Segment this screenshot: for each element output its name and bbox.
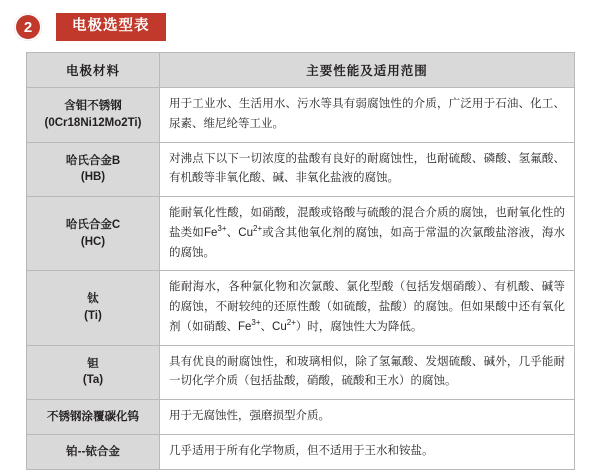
material-name-line1: 含钼不锈钢 [64,100,122,113]
electrode-selection-table-wrapper [26,52,574,470]
table-row [27,400,575,435]
column-header-material: 电极材料 [27,53,160,88]
table-body [27,88,575,470]
table-row [27,88,575,143]
material-name-line2: (HB) [80,171,106,184]
cell-material [27,197,160,271]
material-name-line1: 钽 [87,357,99,370]
description-superscript: 2+ [286,318,296,328]
table-row [27,434,575,469]
material-name-line2: (HC) [80,235,106,248]
cell-material [27,271,160,345]
description-superscript: 3+ [217,224,227,233]
description-part: 能耐氧化性酸，如硝酸，混酸或铬酸与硫酸的混合介质的腐蚀，也耐氧化性的盐类如Fe [169,207,565,239]
cell-material [27,88,160,143]
material-name-line1: 铂--铱合金 [66,445,120,458]
material-name-line1: 钛 [87,293,99,306]
cell-material [27,345,160,400]
cell-description [160,197,575,271]
page-title: 电极选型表 [56,13,166,41]
section-number-badge: 2 [14,13,42,41]
material-name-line1: 不锈钢涂覆碳化钨 [47,410,139,423]
electrode-selection-table [26,52,575,470]
description-part: 、Cu [260,320,287,333]
page-header [0,0,600,42]
description-part: 、Cu [226,226,253,239]
cell-description: 几乎适用于所有化学物质，但不适用于王水和铵盐。 [160,434,575,469]
table-row [27,271,575,345]
cell-material [27,400,160,435]
cell-description: 用于无腐蚀性，强磨损型介质。 [160,400,575,435]
cell-material [27,142,160,197]
cell-description: 用于工业水、生活用水、污水等具有弱腐蚀性的介质，广泛用于石油、化工、尿素、维尼纶等工业。 [160,88,575,143]
description-part: 能耐海水，各种氯化物和次氯酸、氯化型酸（包括发烟硝酸）、有机酸、碱等的腐蚀，不耐较纯的还原性酸（如硫酸，盐酸）的腐蚀。但如果酸中还有氧化剂（如硝酸、Fe [169,281,565,333]
table-row [27,142,575,197]
table-row [27,345,575,400]
description-superscript: 3+ [251,318,261,328]
cell-description: 具有优良的耐腐蚀性，和玻璃相似，除了氢氟酸、发烟硫酸、碱外，几乎能耐一切化学介质（包括盐酸，硝酸，硫酸和王水）的腐蚀。 [160,345,575,400]
cell-description: 对沸点下以下一切浓度的盐酸有良好的耐腐蚀性，也耐硫酸、磷酸、氢氟酸、有机酸等非氧化酸、碱、非氧化盐液的腐蚀。 [160,142,575,197]
material-name-line2: (Ti) [84,310,102,322]
table-row [27,197,575,271]
material-name-line1: 哈氏合金C [65,219,121,232]
column-header-description: 主要性能及适用范围 [160,53,575,88]
material-name-line2: (0Cr18Ni12Mo2Ti) [44,116,142,129]
description-part: 或含其他氧化剂的腐蚀，如高于常温的次氯酸盐溶液，海水的腐蚀。 [169,226,566,259]
description-part: ）时，腐蚀性大为降低。 [295,320,423,333]
material-name-line1: 哈氏合金B [65,154,121,167]
material-name-line2: (Ta) [82,374,104,387]
table-header-row [27,53,575,88]
cell-description [160,271,575,345]
table-header [27,53,575,88]
cell-material [27,434,160,469]
description-superscript: 2+ [253,224,263,233]
